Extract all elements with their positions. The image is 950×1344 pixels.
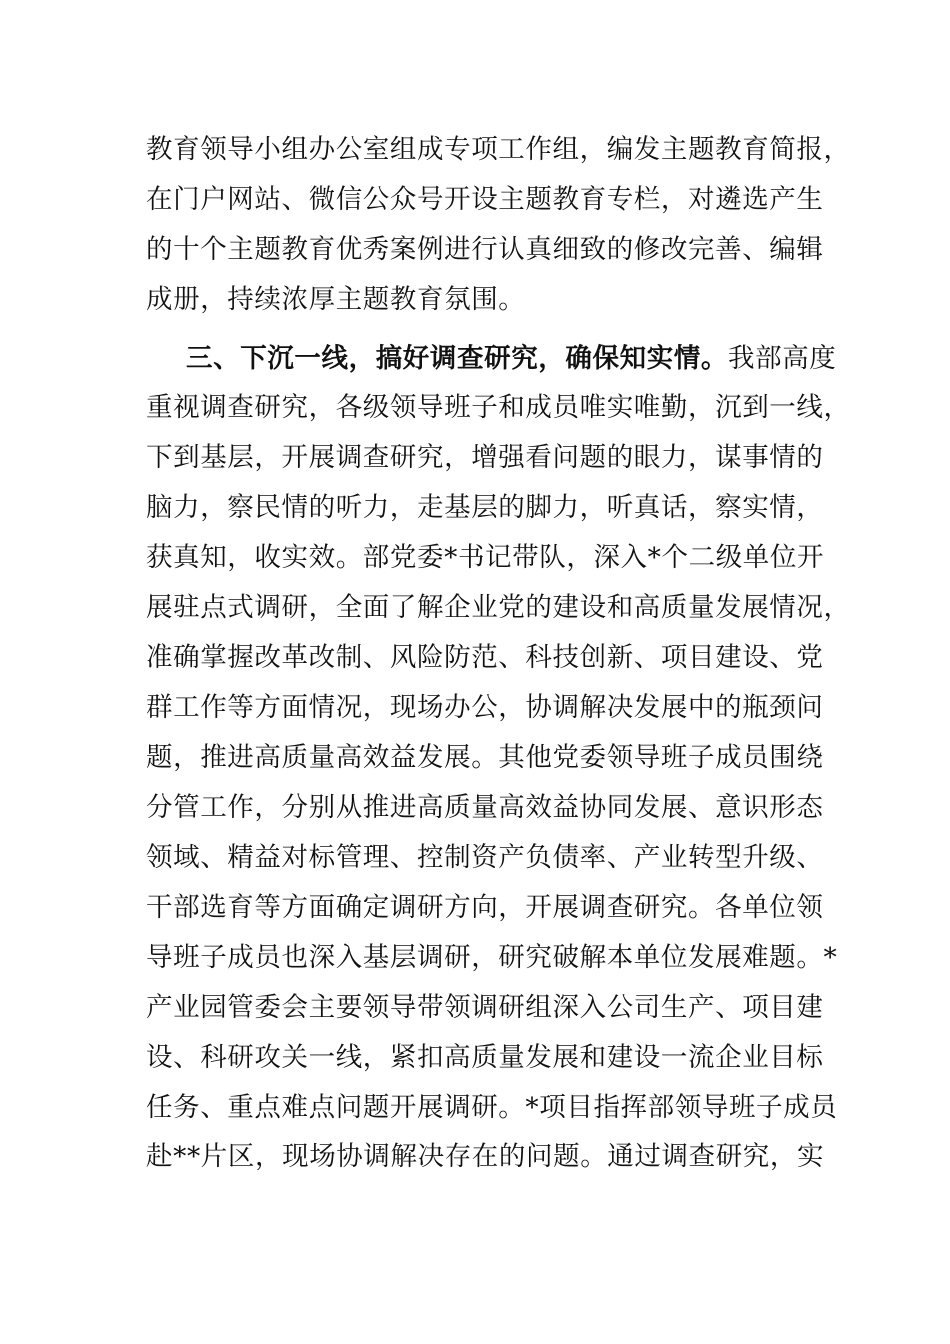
paragraph-line: 题，推进高质量高效益发展。其他党委领导班子成员围绕 xyxy=(146,742,824,773)
paragraph-line: 的十个主题教育优秀案例进行认真细致的修改完善、编辑 xyxy=(146,234,824,265)
paragraph-line: 获真知，收实效。部党委*书记带队，深入*个二级单位开 xyxy=(146,542,825,573)
paragraph-line: 重视调查研究，各级领导班子和成员唯实唯勤，沉到一线， xyxy=(146,392,851,423)
paragraph-line: 领域、精益对标管理、控制资产负债率、产业转型升级、 xyxy=(146,842,824,873)
paragraph-line: 下到基层，开展调查研究，增强看问题的眼力，谋事情的 xyxy=(146,442,824,473)
paragraph-line: 准确掌握改革改制、风险防范、科技创新、项目建设、党 xyxy=(146,642,824,673)
paragraph-line: 干部选育等方面确定调研方向，开展调查研究。各单位领 xyxy=(146,892,824,923)
section-heading: 三、下沉一线，搞好调查研究，确保知实情。 xyxy=(186,343,728,374)
paragraph-line: 展驻点式调研，全面了解企业党的建设和高质量发展情况， xyxy=(146,592,851,623)
paragraph-line: 导班子成员也深入基层调研，研究破解本单位发展难题。* xyxy=(146,942,838,973)
paragraph-line: 在门户网站、微信公众号开设主题教育专栏，对遴选产生 xyxy=(146,184,824,215)
paragraph-line: 群工作等方面情况，现场办公，协调解决发展中的瓶颈问 xyxy=(146,692,824,723)
section-lead-text: 我部高度 xyxy=(728,343,837,374)
paragraph-line: 教育领导小组办公室组成专项工作组，编发主题教育简报， xyxy=(146,134,851,165)
paragraph-line: 设、科研攻关一线，紧扣高质量发展和建设一流企业目标 xyxy=(146,1042,824,1073)
paragraph-line: 任务、重点难点问题开展调研。*项目指挥部领导班子成员 xyxy=(146,1092,838,1123)
paragraph-line: 分管工作，分别从推进高质量高效益协同发展、意识形态 xyxy=(146,792,824,823)
paragraph-line: 产业园管委会主要领导带领调研组深入公司生产、项目建 xyxy=(146,992,824,1023)
paragraph-line: 赴**片区，现场协调解决存在的问题。通过调查研究，实 xyxy=(146,1141,825,1172)
paragraph-line: 成册，持续浓厚主题教育氛围。 xyxy=(146,284,526,315)
section-heading-line xyxy=(186,342,836,376)
paragraph-line: 脑力，察民情的听力，走基层的脚力，听真话，察实情， xyxy=(146,492,824,523)
